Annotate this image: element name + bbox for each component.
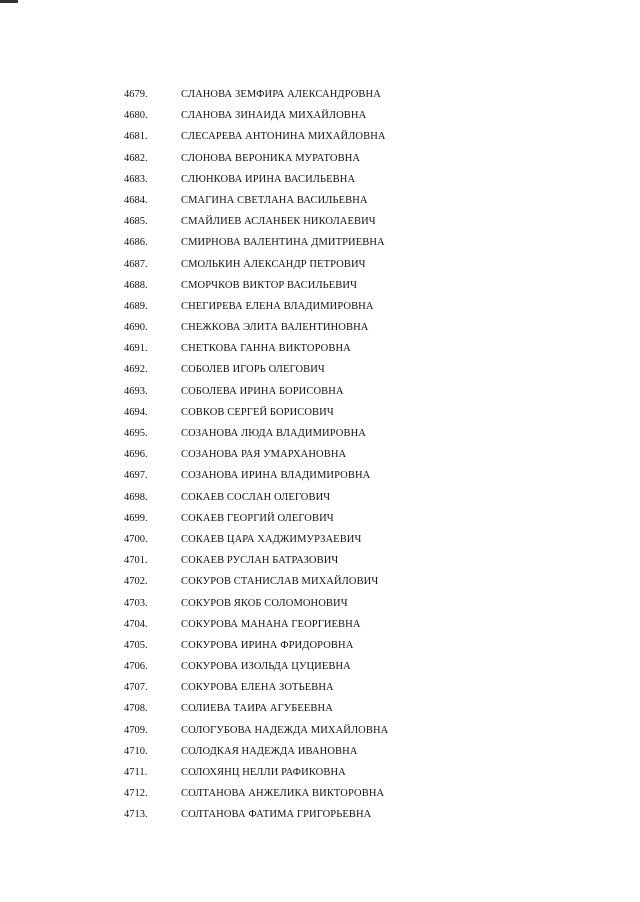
list-item — [0, 614, 640, 635]
entry-name: СОЛИЕВА ТАИРА АГУБЕЕВНА — [181, 703, 333, 715]
entry-name: СМИРНОВА ВАЛЕНТИНА ДМИТРИЕВНА — [181, 237, 385, 249]
list-item — [0, 508, 640, 529]
entry-number: 4711. — [124, 767, 148, 778]
entry-number: 4706. — [124, 661, 148, 673]
entry-number: 4701. — [124, 555, 148, 567]
list-item — [0, 254, 640, 275]
entry-number: 4709. — [124, 724, 148, 736]
entry-name: СОКАЕВ ГЕОРГИЙ ОЛЕГОВИЧ — [181, 512, 334, 524]
entry-name: СОВКОВ СЕРГЕЙ БОРИСОВИЧ — [181, 406, 334, 418]
entry-number: 4682. — [124, 152, 148, 164]
entry-number: 4713. — [124, 809, 148, 821]
entry-number: 4681. — [124, 131, 148, 143]
entry-name: СОКУРОВ СТАНИСЛАВ МИХАЙЛОВИЧ — [181, 576, 379, 588]
entry-name: СОЛОГУБОВА НАДЕЖДА МИХАЙЛОВНА — [181, 724, 389, 736]
entry-number: 4702. — [124, 576, 148, 588]
entry-name: СЛЕСАРЕВА АНТОНИНА МИХАЙЛОВНА — [181, 131, 386, 143]
list-item — [0, 529, 640, 550]
entry-number: 4710. — [124, 745, 148, 757]
entry-name: СЛОНОВА ВЕРОНИКА МУРАТОВНА — [181, 152, 361, 164]
entry-number: 4707. — [124, 682, 148, 694]
entry-number: 4699. — [124, 512, 148, 524]
entry-number: 4690. — [124, 322, 148, 334]
entry-number: 4688. — [124, 279, 148, 291]
entry-name: СОКУРОВА ИЗОЛЬДА ЦУЦИЕВНА — [181, 661, 351, 673]
entry-number: 4691. — [124, 343, 148, 355]
entry-number: 4683. — [124, 173, 148, 185]
entry-number: 4695. — [124, 428, 148, 439]
entry-name: СОЗАНОВА ИРИНА ВЛАДИМИРОВНА — [181, 470, 371, 482]
name-list — [0, 84, 640, 826]
entry-name: СОКУРОВА ЕЛЕНА ЗОТЬЕВНА — [181, 682, 334, 694]
entry-number: 4686. — [124, 237, 148, 249]
list-item — [0, 232, 640, 253]
list-item — [0, 381, 640, 402]
list-item — [0, 804, 640, 825]
list-item — [0, 169, 640, 190]
list-item — [0, 126, 640, 147]
list-item — [0, 105, 640, 126]
entry-number: 4679. — [124, 89, 148, 100]
entry-name: СОКАЕВ РУСЛАН БАТРАЗОВИЧ — [181, 555, 339, 567]
list-item — [0, 741, 640, 762]
entry-number: 4685. — [124, 216, 148, 228]
entry-name: СМОЛЬКИН АЛЕКСАНДР ПЕТРОВИЧ — [181, 258, 366, 270]
entry-number: 4687. — [124, 258, 148, 270]
entry-name: СОЛТАНОВА ФАТИМА ГРИГОРЬЕВНА — [181, 809, 372, 821]
entry-number: 4689. — [124, 300, 148, 312]
entry-name: СОЛОДКАЯ НАДЕЖДА ИВАНОВНА — [181, 745, 358, 757]
list-item — [0, 677, 640, 698]
list-item — [0, 635, 640, 656]
list-item — [0, 550, 640, 571]
list-item — [0, 783, 640, 804]
list-item — [0, 190, 640, 211]
list-item — [0, 338, 640, 359]
entry-number: 4703. — [124, 597, 148, 609]
entry-number: 4712. — [124, 788, 148, 800]
list-item — [0, 423, 640, 444]
list-item — [0, 402, 640, 423]
list-item — [0, 487, 640, 508]
list-item — [0, 359, 640, 380]
entry-name: СОЗАНОВА ЛЮДА ВЛАДИМИРОВНА — [181, 428, 366, 439]
entry-name: СМАЙЛИЕВ АСЛАНБЕК НИКОЛАЕВИЧ — [181, 216, 376, 228]
entry-name: СОКУРОВА ИРИНА ФРИДОРОВНА — [181, 639, 354, 651]
entry-name: СМОРЧКОВ ВИКТОР ВАСИЛЬЕВИЧ — [181, 279, 358, 291]
list-item — [0, 571, 640, 592]
list-item — [0, 656, 640, 677]
entry-name: СМАГИНА СВЕТЛАНА ВАСИЛЬЕВНА — [181, 194, 368, 206]
entry-number: 4680. — [124, 110, 148, 122]
list-item — [0, 275, 640, 296]
list-item — [0, 593, 640, 614]
list-item — [0, 148, 640, 169]
entry-name: СНЕЖКОВА ЭЛИТА ВАЛЕНТИНОВНА — [181, 322, 369, 334]
entry-number: 4684. — [124, 194, 148, 206]
list-item — [0, 444, 640, 465]
entry-name: СОКАЕВ СОСЛАН ОЛЕГОВИЧ — [181, 491, 331, 503]
entry-number: 4696. — [124, 449, 148, 461]
list-item — [0, 698, 640, 719]
list-item — [0, 211, 640, 232]
entry-number: 4694. — [124, 406, 148, 418]
entry-name: СОБОЛЕВА ИРИНА БОРИСОВНА — [181, 385, 344, 397]
entry-name: СОЗАНОВА РАЯ УМАРХАНОВНА — [181, 449, 347, 461]
entry-name: СОКАЕВ ЦАРА ХАДЖИМУРЗАЕВИЧ — [181, 533, 362, 545]
entry-number: 4704. — [124, 618, 148, 630]
entry-name: СОБОЛЕВ ИГОРЬ ОЛЕГОВИЧ — [181, 364, 325, 376]
scan-mark — [0, 0, 18, 3]
list-item — [0, 317, 640, 338]
list-item — [0, 84, 640, 105]
entry-name: СЛЮНКОВА ИРИНА ВАСИЛЬЕВНА — [181, 173, 356, 185]
entry-number: 4698. — [124, 491, 148, 503]
entry-name: СНЕГИРЕВА ЕЛЕНА ВЛАДИМИРОВНА — [181, 300, 374, 312]
list-item — [0, 465, 640, 486]
entry-number: 4693. — [124, 385, 148, 397]
entry-number: 4705. — [124, 639, 148, 651]
entry-name: СНЕТКОВА ГАННА ВИКТОРОВНА — [181, 343, 351, 355]
list-item — [0, 720, 640, 741]
entry-name: СОЛОХЯНЦ НЕЛЛИ РАФИКОВНА — [181, 767, 346, 778]
entry-number: 4708. — [124, 703, 148, 715]
list-item — [0, 762, 640, 783]
entry-name: СОЛТАНОВА АНЖЕЛИКА ВИКТОРОВНА — [181, 788, 385, 800]
entry-number: 4692. — [124, 364, 148, 376]
entry-number: 4700. — [124, 533, 148, 545]
entry-name: СЛАНОВА ЗЕМФИРА АЛЕКСАНДРОВНА — [181, 89, 381, 100]
list-item — [0, 296, 640, 317]
entry-number: 4697. — [124, 470, 148, 482]
entry-name: СЛАНОВА ЗИНАИДА МИХАЙЛОВНА — [181, 110, 367, 122]
entry-name: СОКУРОВ ЯКОБ СОЛОМОНОВИЧ — [181, 597, 348, 609]
entry-name: СОКУРОВА МАНАНА ГЕОРГИЕВНА — [181, 618, 361, 630]
